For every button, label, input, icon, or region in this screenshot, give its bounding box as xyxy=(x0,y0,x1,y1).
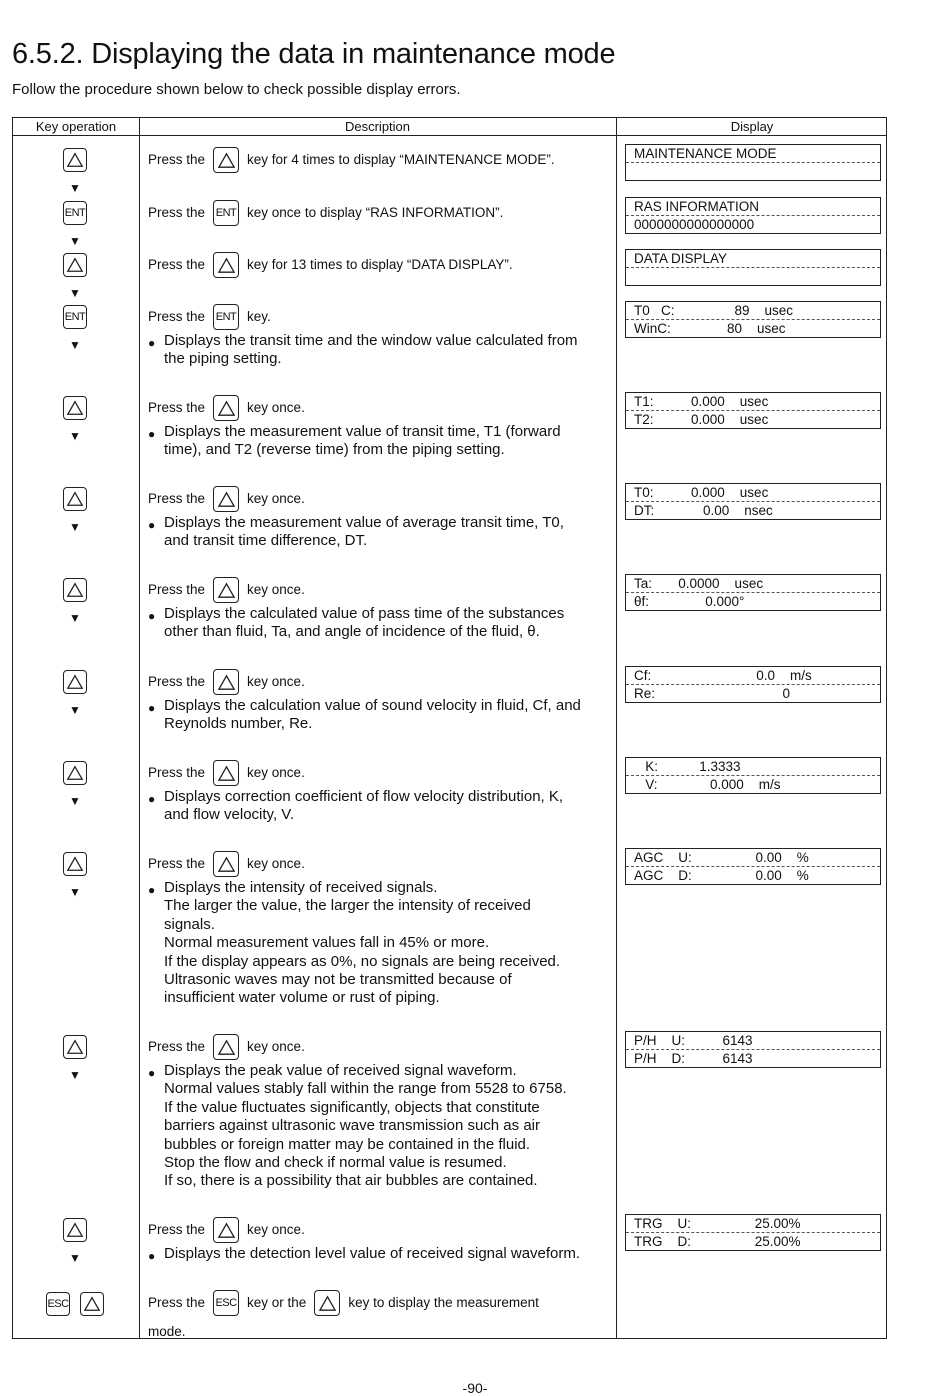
bullet-line: Displays the calculated value of pass time of the substances xyxy=(164,605,565,622)
bullet-line: If the value fluctuates significantly, objects that constitute xyxy=(164,1098,540,1116)
bullet-line: the piping setting. xyxy=(164,350,282,368)
bullet-icon: ● xyxy=(148,701,156,715)
bullet-note xyxy=(148,514,618,551)
press-prefix: Press the xyxy=(148,205,206,220)
display-line-2: WinC: 80 usec xyxy=(634,321,786,336)
bullet-icon: ● xyxy=(148,518,156,532)
final-step-description xyxy=(148,1290,539,1339)
header-divider xyxy=(13,135,886,136)
header-description: Description xyxy=(344,119,411,134)
bullet-text xyxy=(164,879,618,1008)
header-key-operation: Key operation xyxy=(35,119,117,134)
display-line-2: P/H D: 6143 xyxy=(634,1051,753,1066)
bullet-icon: ● xyxy=(148,883,156,897)
press-suffix: key to display the measurement xyxy=(348,1295,539,1310)
press-instruction xyxy=(148,486,305,512)
press-suffix: key once. xyxy=(247,765,305,780)
down-arrow-icon: ▼ xyxy=(69,611,81,625)
down-arrow-icon: ▼ xyxy=(69,885,81,899)
up-key-icon xyxy=(213,1217,239,1243)
press-suffix: key. xyxy=(247,309,271,324)
up-key-icon xyxy=(213,395,239,421)
press-instruction xyxy=(148,147,555,173)
bullet-icon: ● xyxy=(148,1066,156,1080)
up-key-icon xyxy=(213,851,239,877)
down-arrow-icon: ▼ xyxy=(69,338,81,352)
lcd-display xyxy=(625,249,881,286)
bullet-text xyxy=(164,788,618,825)
display-line-1: K: 1.3333 xyxy=(626,758,880,776)
bullet-icon: ● xyxy=(148,609,156,623)
bullet-line: Displays the calculation value of sound velocity in fluid, Cf, and xyxy=(164,697,581,714)
lcd-display xyxy=(625,144,881,181)
procedure-table xyxy=(12,117,887,1339)
down-arrow-icon: ▼ xyxy=(69,181,81,195)
bullet-line: signals. xyxy=(164,915,215,933)
bullet-note xyxy=(148,423,618,460)
press-line-2: mode. xyxy=(148,1324,186,1339)
bullet-line: Reynolds number, Re. xyxy=(164,715,313,733)
ent-key-icon[interactable]: ENT xyxy=(63,201,87,225)
esc-key-icon: ESC xyxy=(213,1290,239,1316)
press-suffix: key once. xyxy=(247,1039,305,1054)
press-instruction xyxy=(148,851,305,877)
press-prefix: Press the xyxy=(148,309,206,324)
press-suffix: key once. xyxy=(247,856,305,871)
display-line-1: T0: 0.000 usec xyxy=(626,484,880,502)
bullet-text xyxy=(164,1062,618,1191)
press-instruction xyxy=(148,577,305,603)
display-line-1: T1: 0.000 usec xyxy=(626,393,880,411)
lcd-display xyxy=(625,483,881,520)
bullet-line: and transit time difference, DT. xyxy=(164,532,368,550)
down-arrow-icon: ▼ xyxy=(69,429,81,443)
press-prefix: Press the xyxy=(148,1039,206,1054)
bullet-line: insufficient water volume or rust of piping. xyxy=(164,989,440,1007)
bullet-line: time), and T2 (reverse time) from the piping setting. xyxy=(164,441,505,459)
press-instruction xyxy=(148,1290,539,1316)
display-line-1: T0 C: 89 usec xyxy=(626,302,880,320)
press-instruction xyxy=(148,304,271,330)
press-suffix: key once. xyxy=(247,1222,305,1237)
bullet-line: Displays the transit time and the window value calculated from xyxy=(164,332,578,349)
bullet-text xyxy=(164,1245,618,1263)
press-suffix: key once. xyxy=(247,400,305,415)
bullet-line: and flow velocity, V. xyxy=(164,806,295,824)
down-arrow-icon: ▼ xyxy=(69,234,81,248)
display-line-2: V: 0.000 m/s xyxy=(634,777,781,792)
press-instruction xyxy=(148,200,503,226)
bullet-icon: ● xyxy=(148,427,156,441)
press-prefix: Press the xyxy=(148,152,206,167)
display-line-2 xyxy=(626,268,880,285)
press-instruction xyxy=(148,1217,305,1243)
press-prefix: Press the xyxy=(148,765,206,780)
bullet-icon: ● xyxy=(148,336,156,350)
display-line-1: TRG U: 25.00% xyxy=(626,1215,880,1233)
up-key-icon[interactable] xyxy=(80,1292,104,1316)
page-number: -90- xyxy=(462,1380,488,1396)
up-key-icon[interactable] xyxy=(63,852,87,876)
bullet-line: Ultrasonic waves may not be transmitted because of xyxy=(164,971,512,989)
up-key-icon xyxy=(213,147,239,173)
press-prefix: Press the xyxy=(148,1295,206,1310)
bullet-line: bubbles or foreign matter may be contained in the fluid. xyxy=(164,1135,531,1153)
press-prefix: Press the xyxy=(148,257,206,272)
ent-key-icon[interactable]: ENT xyxy=(63,305,87,329)
up-key-icon[interactable] xyxy=(63,148,87,172)
lcd-display xyxy=(625,757,881,794)
display-line-1: Ta: 0.0000 usec xyxy=(626,575,880,593)
down-arrow-icon: ▼ xyxy=(69,286,81,300)
down-arrow-icon: ▼ xyxy=(69,1068,81,1082)
display-line-1: MAINTENANCE MODE xyxy=(626,145,880,163)
down-arrow-icon: ▼ xyxy=(69,794,81,808)
up-key-icon xyxy=(314,1290,340,1316)
bullet-note xyxy=(148,697,618,734)
press-middle: key or the xyxy=(247,1295,307,1310)
press-prefix: Press the xyxy=(148,582,206,597)
bullet-text xyxy=(164,514,618,551)
display-line-1: Cf: 0.0 m/s xyxy=(626,667,880,685)
up-key-icon xyxy=(213,669,239,695)
lcd-display xyxy=(625,666,881,703)
bullet-text xyxy=(164,605,618,642)
lcd-display xyxy=(625,1214,881,1251)
bullet-line: Displays the measurement value of average transit time, T0, xyxy=(164,514,564,531)
column-divider xyxy=(139,118,140,1338)
up-key-icon[interactable] xyxy=(63,761,87,785)
lcd-display xyxy=(625,848,881,885)
display-line-2: Re: 0 xyxy=(634,686,791,701)
press-instruction xyxy=(148,252,513,278)
bullet-line: Stop the flow and check if normal value is resumed. xyxy=(164,1154,507,1172)
bullet-note xyxy=(148,605,618,642)
press-prefix: Press the xyxy=(148,856,206,871)
esc-key-icon[interactable]: ESC xyxy=(46,1292,70,1316)
up-key-icon[interactable] xyxy=(63,578,87,602)
press-prefix: Press the xyxy=(148,491,206,506)
up-key-icon[interactable] xyxy=(63,487,87,511)
press-instruction xyxy=(148,760,305,786)
down-arrow-icon: ▼ xyxy=(69,520,81,534)
bullet-line: The larger the value, the larger the intensity of received xyxy=(164,897,531,915)
bullet-note xyxy=(148,332,618,369)
up-key-icon xyxy=(213,577,239,603)
display-line-2: DT: 0.00 nsec xyxy=(634,503,773,518)
ent-key-icon: ENT xyxy=(213,304,239,330)
up-key-icon[interactable] xyxy=(63,670,87,694)
up-key-icon[interactable] xyxy=(63,253,87,277)
bullet-line: Displays the detection level value of received signal waveform. xyxy=(164,1245,581,1262)
press-suffix: key for 4 times to display “MAINTENANCE MODE”. xyxy=(247,152,555,167)
press-prefix: Press the xyxy=(148,674,206,689)
lcd-display xyxy=(625,1031,881,1068)
bullet-note xyxy=(148,1245,618,1263)
bullet-note xyxy=(148,879,618,1008)
lcd-display xyxy=(625,197,881,234)
bullet-line: Displays the measurement value of transit time, T1 (forward xyxy=(164,423,561,440)
display-line-1: P/H U: 6143 xyxy=(626,1032,880,1050)
bullet-text xyxy=(164,332,618,369)
up-key-icon[interactable] xyxy=(63,1035,87,1059)
press-suffix: key once. xyxy=(247,491,305,506)
bullet-line: Normal measurement values fall in 45% or more. xyxy=(164,934,490,952)
display-line-2: T2: 0.000 usec xyxy=(634,412,769,427)
press-instruction xyxy=(148,669,305,695)
press-prefix: Press the xyxy=(148,400,206,415)
up-key-icon[interactable] xyxy=(63,1218,87,1242)
lcd-display xyxy=(625,574,881,611)
lcd-display xyxy=(625,301,881,338)
press-suffix: key once. xyxy=(247,582,305,597)
bullet-line: other than fluid, Ta, and angle of incidence of the fluid, θ. xyxy=(164,623,540,641)
display-line-2 xyxy=(626,163,880,180)
display-line-1: RAS INFORMATION xyxy=(626,198,880,216)
display-line-2: θf: 0.000° xyxy=(634,594,745,609)
ent-key-icon: ENT xyxy=(213,200,239,226)
bullet-note xyxy=(148,788,618,825)
bullet-text xyxy=(164,697,618,734)
intro-text: Follow the procedure shown below to check possible display errors. xyxy=(12,81,461,98)
up-key-icon[interactable] xyxy=(63,396,87,420)
display-line-2: TRG D: 25.00% xyxy=(634,1234,801,1249)
bullet-line: Normal values stably fall within the range from 5528 to 6758. xyxy=(164,1080,567,1098)
press-instruction xyxy=(148,1034,305,1060)
lcd-display xyxy=(625,392,881,429)
display-line-2: AGC D: 0.00 % xyxy=(634,868,809,883)
up-key-icon xyxy=(213,1034,239,1060)
bullet-icon: ● xyxy=(148,792,156,806)
bullet-icon: ● xyxy=(148,1249,156,1263)
up-key-icon xyxy=(213,760,239,786)
bullet-line: If so, there is a possibility that air bubbles are contained. xyxy=(164,1172,538,1190)
press-suffix: key for 13 times to display “DATA DISPLAY”. xyxy=(247,257,513,272)
up-key-icon xyxy=(213,252,239,278)
bullet-line: Displays the intensity of received signals. xyxy=(164,879,438,896)
bullet-text xyxy=(164,423,618,460)
display-line-1: DATA DISPLAY xyxy=(626,250,880,268)
bullet-line: Displays correction coefficient of flow velocity distribution, K, xyxy=(164,788,564,805)
display-line-1: AGC U: 0.00 % xyxy=(626,849,880,867)
up-key-icon xyxy=(213,486,239,512)
page-title: 6.5.2. Displaying the data in maintenance mode xyxy=(12,38,616,70)
bullet-note xyxy=(148,1062,618,1191)
down-arrow-icon: ▼ xyxy=(69,703,81,717)
press-instruction xyxy=(148,395,305,421)
bullet-line: Displays the peak value of received signal waveform. xyxy=(164,1062,517,1079)
header-display: Display xyxy=(730,119,774,134)
display-line-2: 0000000000000000 xyxy=(634,217,755,232)
down-arrow-icon: ▼ xyxy=(69,1251,81,1265)
press-prefix: Press the xyxy=(148,1222,206,1237)
press-suffix: key once. xyxy=(247,674,305,689)
bullet-line: If the display appears as 0%, no signals are being received. xyxy=(164,952,561,970)
bullet-line: barriers against ultrasonic wave transmission such as air xyxy=(164,1117,540,1135)
press-suffix: key once to display “RAS INFORMATION”. xyxy=(247,205,504,220)
